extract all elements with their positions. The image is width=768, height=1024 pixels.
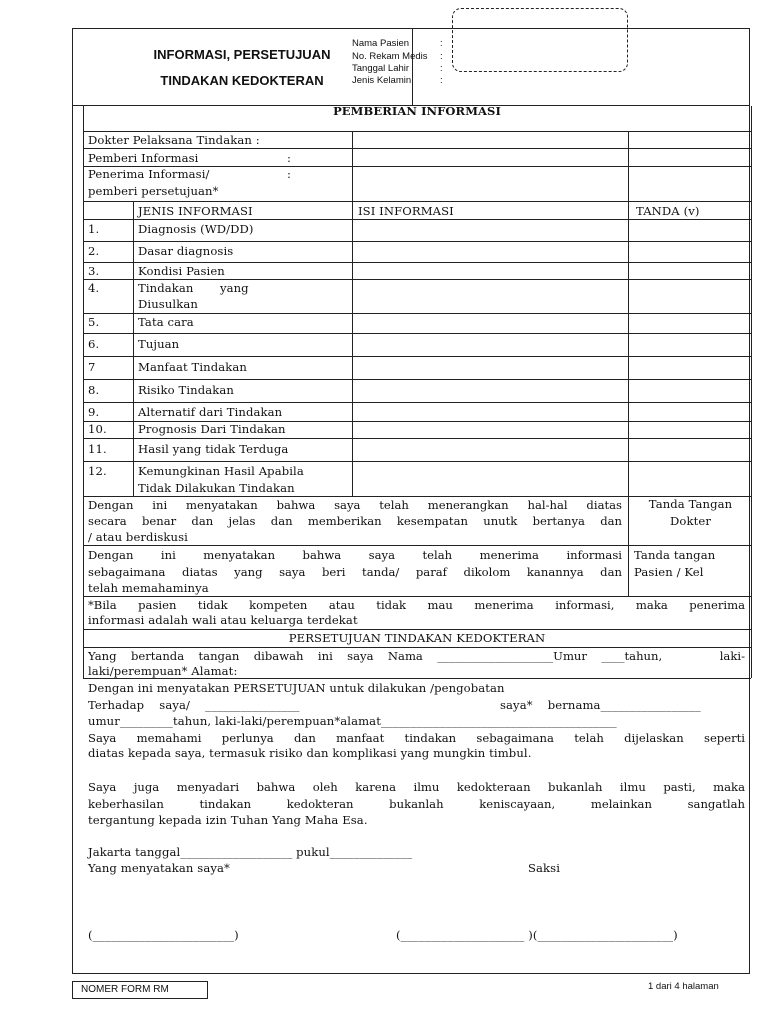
consent-statement-line-2a: Terhadap saya/ ________________ [88,698,300,712]
page-indicator: 1 dari 4 halaman [648,981,719,992]
row-number: 11. [88,442,107,456]
row-label: Hasil yang tidak Terduga [138,442,289,456]
label-jenis-kelamin: Jenis Kelamin [352,75,412,86]
penerima-informasi-label: Penerima Informasi/ [88,167,210,181]
row-label: Dasar diagnosis [138,244,234,258]
patient-statement-line: Dengan ini menyatakan bahwa saya telah menerima informasi [88,548,622,562]
form-title-line1: INFORMASI, PERSETUJUAN [153,47,331,62]
row-number: 6. [88,337,100,351]
consent-paragraph-2: Saya juga menyadari bahwa oleh karena ilmu kedokteraan bukanlah ilmu pasti, maka [88,780,745,794]
label-tanggal-lahir: Tanggal Lahir [352,63,410,74]
doctor-statement-line: secara benar dan jelas dan memberikan kesempatan unutk bertanya dan [88,514,622,528]
row-number: 4. [88,281,100,295]
col-header-tanda: TANDA (v) [636,204,700,218]
label-nama-pasien: Nama Pasien [352,38,410,49]
row-number: 7 [88,360,96,374]
doctor-signature-label-2: Dokter [670,514,711,528]
incompetent-patient-note-2: informasi adalah wali atau keluarga terdekat [88,613,358,627]
consent-paragraph-2-line-3: tergantung kepada izin Tuhan Yang Maha Esa. [88,813,368,827]
witness-label: Saksi [528,861,561,875]
consent-statement-line: Dengan ini menyatakan PERSETUJUAN untuk dilakukan /pengobatan [88,681,505,695]
colon: : [287,151,292,165]
consent-paragraph-1-line-2: diatas kepada saya, termasuk risiko dan komplikasi yang mungkin timbul. [88,746,532,760]
penerima-informasi-label-2: pemberi persetujuan* [88,184,219,198]
consent-intro-line-2: laki/perempuan* Alamat: [88,664,238,678]
consent-intro-line: Yang bertanda tangan dibawah ini saya Nama ____________________Umur ____tahun, laki- [88,649,745,663]
row-label: Kemungkinan Hasil Apabila [138,464,304,478]
row-label: Manfaat Tindakan [138,360,247,374]
row-label: Prognosis Dari Tindakan [138,422,286,436]
row-label: Kondisi Pasien [138,264,225,278]
doctor-statement-line: / atau berdiskusi [88,530,188,544]
form-title-line2: TINDAKAN KEDOKTERAN [160,73,324,88]
pemberi-informasi-label: Pemberi Informasi [88,151,199,165]
patient-signature-label: Tanda tangan [634,548,716,562]
row-number: 9. [88,405,100,419]
form-number-box: NOMER FORM RM [72,981,208,999]
row-label-cont: Tidak Dilakukan Tindakan [138,481,295,495]
label-no-rekam-medis: No. Rekam Medis [352,51,428,62]
row-number: 2. [88,244,100,258]
section-title-pemberian-informasi: PEMBERIAN INFORMASI [333,104,501,118]
row-label: Risiko Tindakan [138,383,234,397]
dokter-pelaksana-label: Dokter Pelaksana Tindakan : [88,133,260,147]
doctor-statement-line: Dengan ini menyatakan bahwa saya telah menerangkan hal-hal diatas [88,498,622,512]
doctor-signature-label: Tanda Tangan [648,497,733,511]
patient-signature-label-2: Pasien / Kel [634,565,704,579]
colon: : [440,51,443,62]
row-label: Tujuan [138,337,180,351]
section-title-persetujuan: PERSETUJUAN TINDAKAN KEDOKTERAN [288,631,546,645]
incompetent-patient-note: *Bila pasien tidak kompeten atau tidak mau menerima informasi, maka penerima [88,598,745,612]
row-label: Tata cara [138,315,194,329]
row-label: Alternatif dari Tindakan [138,405,283,419]
patient-label-sticker-box [452,8,628,72]
consent-paragraph-2-line-2: keberhasilan tindakan kedokteran bukanlah keniscayaan, melainkan sangatlah [88,797,745,811]
date-time-line: Jakarta tanggal___________________ pukul______________ [88,845,413,859]
consent-paragraph-1: Saya memahami perlunya dan manfaat tindakan sebagaimana telah dijelaskan seperti [88,731,745,745]
colon: : [440,75,443,86]
row-label: Tindakan yang [138,281,249,295]
colon: : [440,63,443,74]
row-number: 1. [88,222,100,236]
col-header-jenis-informasi: JENIS INFORMASI [138,204,253,218]
consent-statement-line-3: umur_________tahun, laki-laki/perempuan*alamat________________________________________ [88,714,617,728]
declarer-signature-line: (________________________) [88,928,239,942]
row-number: 5. [88,315,100,329]
witness-signature-lines: (_____________________ )(_______________________) [396,928,678,942]
patient-statement-line: telah memahaminya [88,581,209,595]
row-label-cont: Diusulkan [138,297,198,311]
form-header [72,28,750,106]
colon: : [287,167,292,181]
row-number: 10. [88,422,107,436]
row-number: 8. [88,383,100,397]
declarer-label: Yang menyatakan saya* [88,861,230,875]
colon: : [440,38,443,49]
row-label: Diagnosis (WD/DD) [138,222,254,236]
col-header-isi-informasi: ISI INFORMASI [358,204,454,218]
patient-statement-line: sebagaimana diatas yang saya beri tanda/ paraf dikolom kanannya dan [88,565,622,579]
row-number: 12. [88,464,107,478]
consent-statement-line-2b: saya* bernama_________________ [500,698,701,712]
row-number: 3. [88,264,100,278]
